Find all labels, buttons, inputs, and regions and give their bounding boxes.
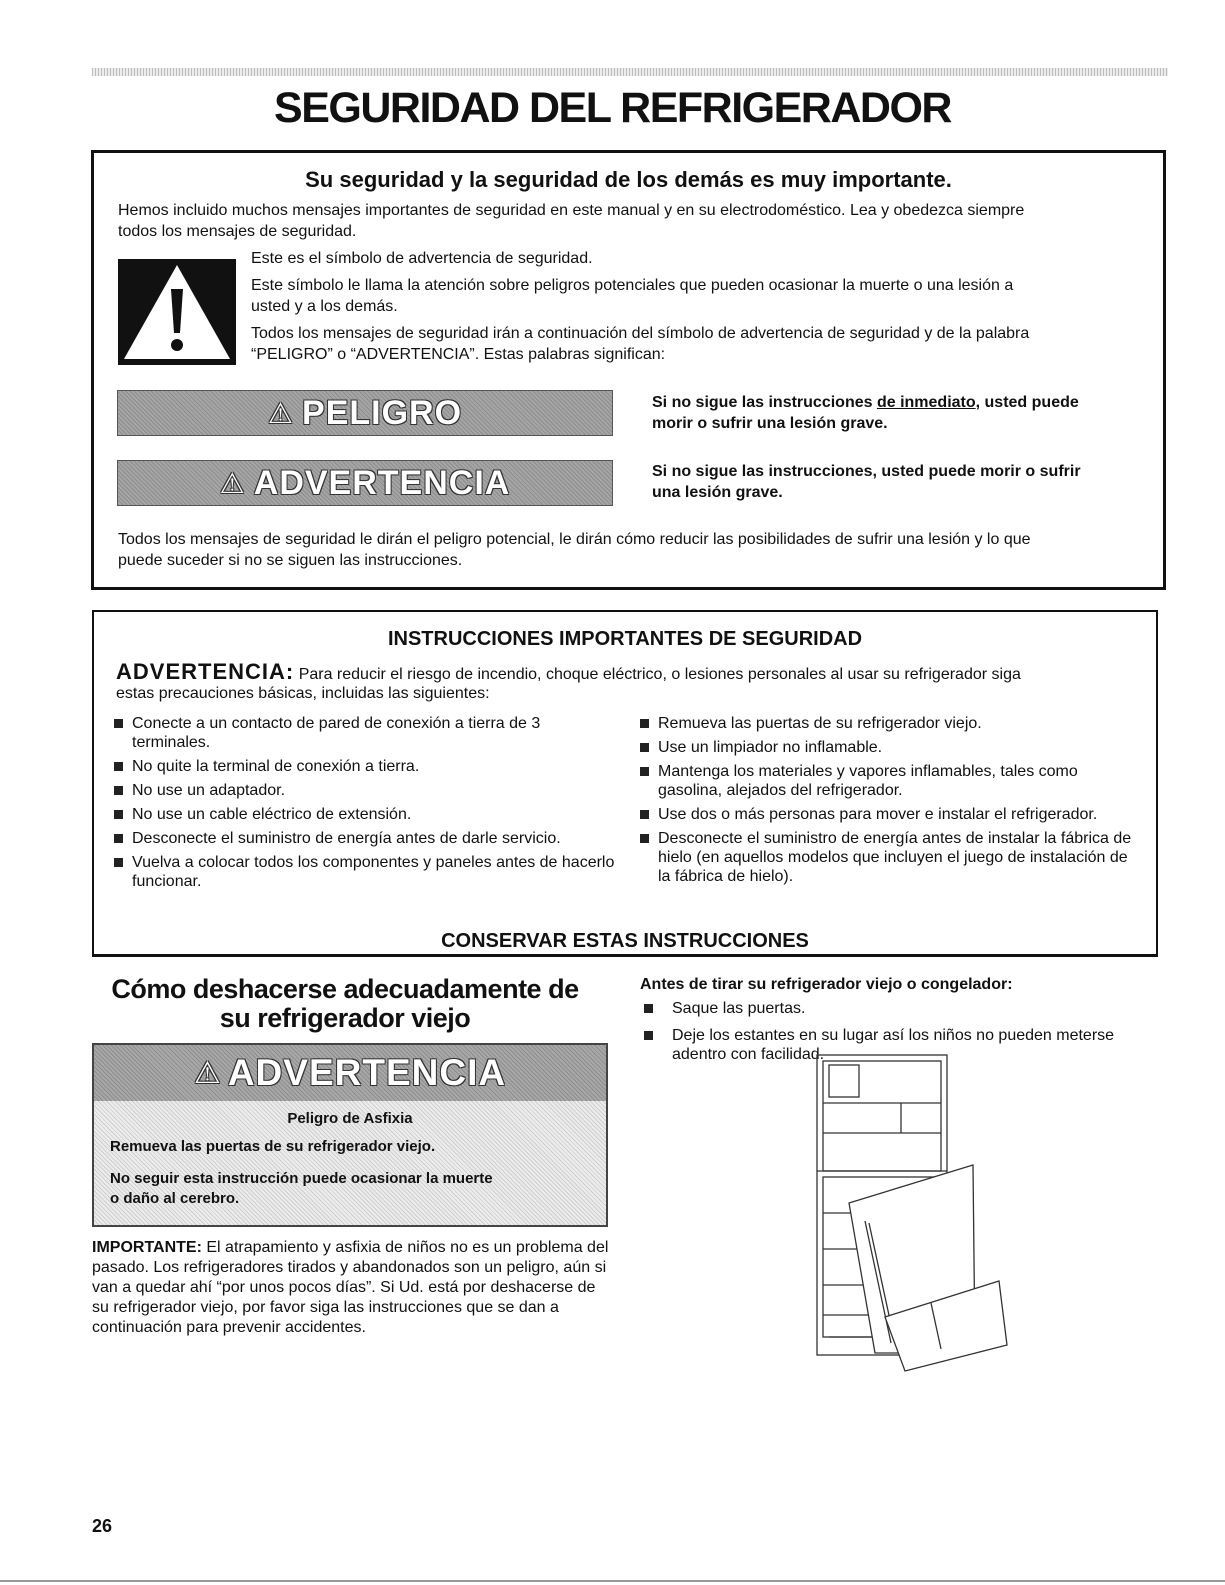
- hazard-line-2b: o daño al cerebro.: [110, 1190, 240, 1207]
- safety-intro-line1: Hemos incluido muchos mensajes importantes de seguridad en este manual y en su electrodoméstico. Lea y obedezca siempre: [118, 202, 1025, 219]
- list-item: Desconecte el suministro de energía antes de darle servicio.: [110, 829, 620, 848]
- bullet-square-icon: [644, 1031, 653, 1040]
- list-item: Mantenga los materiales y vapores inflamables, tales como gasolina, alejados del refrigerador.: [636, 762, 1136, 800]
- symbol-line-1: Este es el símbolo de advertencia de seguridad.: [251, 250, 593, 267]
- list-item: Use dos o más personas para mover e instalar el refrigerador.: [636, 805, 1136, 824]
- disposal-warning-box: [92, 1043, 608, 1227]
- peligro-banner: [117, 390, 613, 436]
- list-item: Deje los estantes en su lugar así los niños no pueden meterse adentro con facilidad.: [640, 1026, 1140, 1064]
- disposal-title: Cómo deshacerse adecuadamente de su refrigerador viejo: [111, 974, 579, 1033]
- bullet-square-icon: [640, 810, 649, 819]
- instructions-heading: INSTRUCCIONES IMPORTANTES DE SEGURIDAD: [387, 628, 863, 650]
- disposal-warning-label: ADVERTENCIA: [227, 1052, 507, 1093]
- alert-triangle-icon: ⚠: [267, 397, 295, 429]
- refrigerator-illustration: [805, 1053, 1015, 1373]
- list-item: No use un cable eléctrico de extensión.: [110, 805, 620, 824]
- disposal-warning-banner: [94, 1045, 606, 1101]
- bullet-square-icon: [114, 858, 123, 867]
- list-item: Saque las puertas.: [640, 999, 1140, 1018]
- instructions-box: [92, 610, 1158, 957]
- list-item: Desconecte el suministro de energía antes de instalar la fábrica de hielo (en aquellos modelos que incluyen el juego de instalación de la fábrica de hielo).: [636, 829, 1136, 886]
- safety-box: [91, 150, 1166, 590]
- alert-triangle-icon: ⚠: [219, 467, 246, 499]
- safety-heading: Su seguridad y la seguridad de los demás es muy importante.: [305, 167, 952, 192]
- hazard-title: Peligro de Asfixia: [287, 1110, 413, 1127]
- instructions-warning: ADVERTENCIA: Para reducir el riesgo de incendio, choque eléctrico, o lesiones personales al usar su refrigerador siga estas precauciones básicas, incluidas las siguientes:: [116, 659, 1021, 702]
- hazard-line-1: Remueva las puertas de su refrigerador viejo.: [110, 1138, 436, 1155]
- bullet-square-icon: [640, 767, 649, 776]
- warning-triangle-icon: [118, 259, 236, 365]
- symbol-line-3b: “PELIGRO” o “ADVERTENCIA”. Estas palabras significan:: [251, 346, 666, 363]
- symbol-line-2b: usted y a los demás.: [251, 298, 398, 315]
- safety-footer-a: Todos los mensajes de seguridad le dirán el peligro potencial, le dirán cómo reducir las posibilidades de sufrir una lesión y lo que: [118, 531, 1031, 548]
- bullet-square-icon: [640, 743, 649, 752]
- list-item: No quite la terminal de conexión a tierra.: [110, 757, 620, 776]
- advertencia-banner: [117, 460, 613, 506]
- advertencia-label: ADVERTENCIA: [253, 463, 511, 502]
- instructions-right-list: [636, 714, 1136, 891]
- bullet-square-icon: [640, 719, 649, 728]
- bullet-square-icon: [114, 762, 123, 771]
- hazard-line-2a: No seguir esta instrucción puede ocasionar la muerte: [110, 1170, 493, 1187]
- bullet-square-icon: [114, 786, 123, 795]
- list-item: Use un limpiador no inflamable.: [636, 738, 1136, 757]
- list-item: No use un adaptador.: [110, 781, 620, 800]
- important-paragraph: IMPORTANTE: El atrapamiento y asfixia de niños no es un problema del pasado. Los refrigeradores tirados y abandonados son un peligro, aún si van a quedar ahí “por unos pocos días”. Si Ud. está por deshacerse de su refrigerador viejo, por favor siga las instrucciones que se dan a continuación para prevenir accidentes.: [92, 1239, 609, 1336]
- safety-footer-b: puede suceder si no se siguen las instrucciones.: [118, 552, 463, 569]
- peligro-label: PELIGRO: [302, 393, 463, 432]
- bottom-border-line: [0, 1580, 1225, 1582]
- list-item: Conecte a un contacto de pared de conexión a tierra de 3 terminales.: [110, 714, 620, 752]
- advertencia-word: ADVERTENCIA:: [116, 659, 295, 684]
- page-number: 26: [92, 1516, 113, 1536]
- safety-intro-line2: todos los mensajes de seguridad.: [118, 223, 357, 240]
- list-item: Vuelva a colocar todos los componentes y paneles antes de hacerlo funcionar.: [110, 853, 620, 891]
- bullet-square-icon: [114, 810, 123, 819]
- instructions-left-list: [110, 714, 620, 896]
- advertencia-description: Si no sigue las instrucciones, usted puede morir o sufrir una lesión grave.: [652, 463, 1081, 501]
- bullet-square-icon: [114, 834, 123, 843]
- bullet-square-icon: [114, 719, 123, 728]
- important-label: IMPORTANTE:: [92, 1239, 202, 1256]
- page-title: SEGURIDAD DEL REFRIGERADOR: [274, 84, 951, 132]
- keep-instructions: CONSERVAR ESTAS INSTRUCCIONES: [441, 930, 809, 952]
- symbol-line-3a: Todos los mensajes de seguridad irán a continuación del símbolo de advertencia de seguridad y de la palabra: [251, 325, 1030, 342]
- peligro-description: Si no sigue las instrucciones de inmediato, usted puede morir o sufrir una lesión grave.: [652, 394, 1079, 432]
- symbol-line-2a: Este símbolo le llama la atención sobre peligros potenciales que pueden ocasionar la muerte o una lesión a: [251, 277, 1014, 294]
- bullet-square-icon: [644, 1004, 653, 1013]
- disposal-right-heading: Antes de tirar su refrigerador viejo o congelador:: [640, 976, 1013, 993]
- top-decorative-band: [92, 68, 1168, 76]
- list-item: Remueva las puertas de su refrigerador viejo.: [636, 714, 1136, 733]
- bullet-square-icon: [640, 834, 649, 843]
- alert-triangle-icon: ⚠: [193, 1056, 222, 1090]
